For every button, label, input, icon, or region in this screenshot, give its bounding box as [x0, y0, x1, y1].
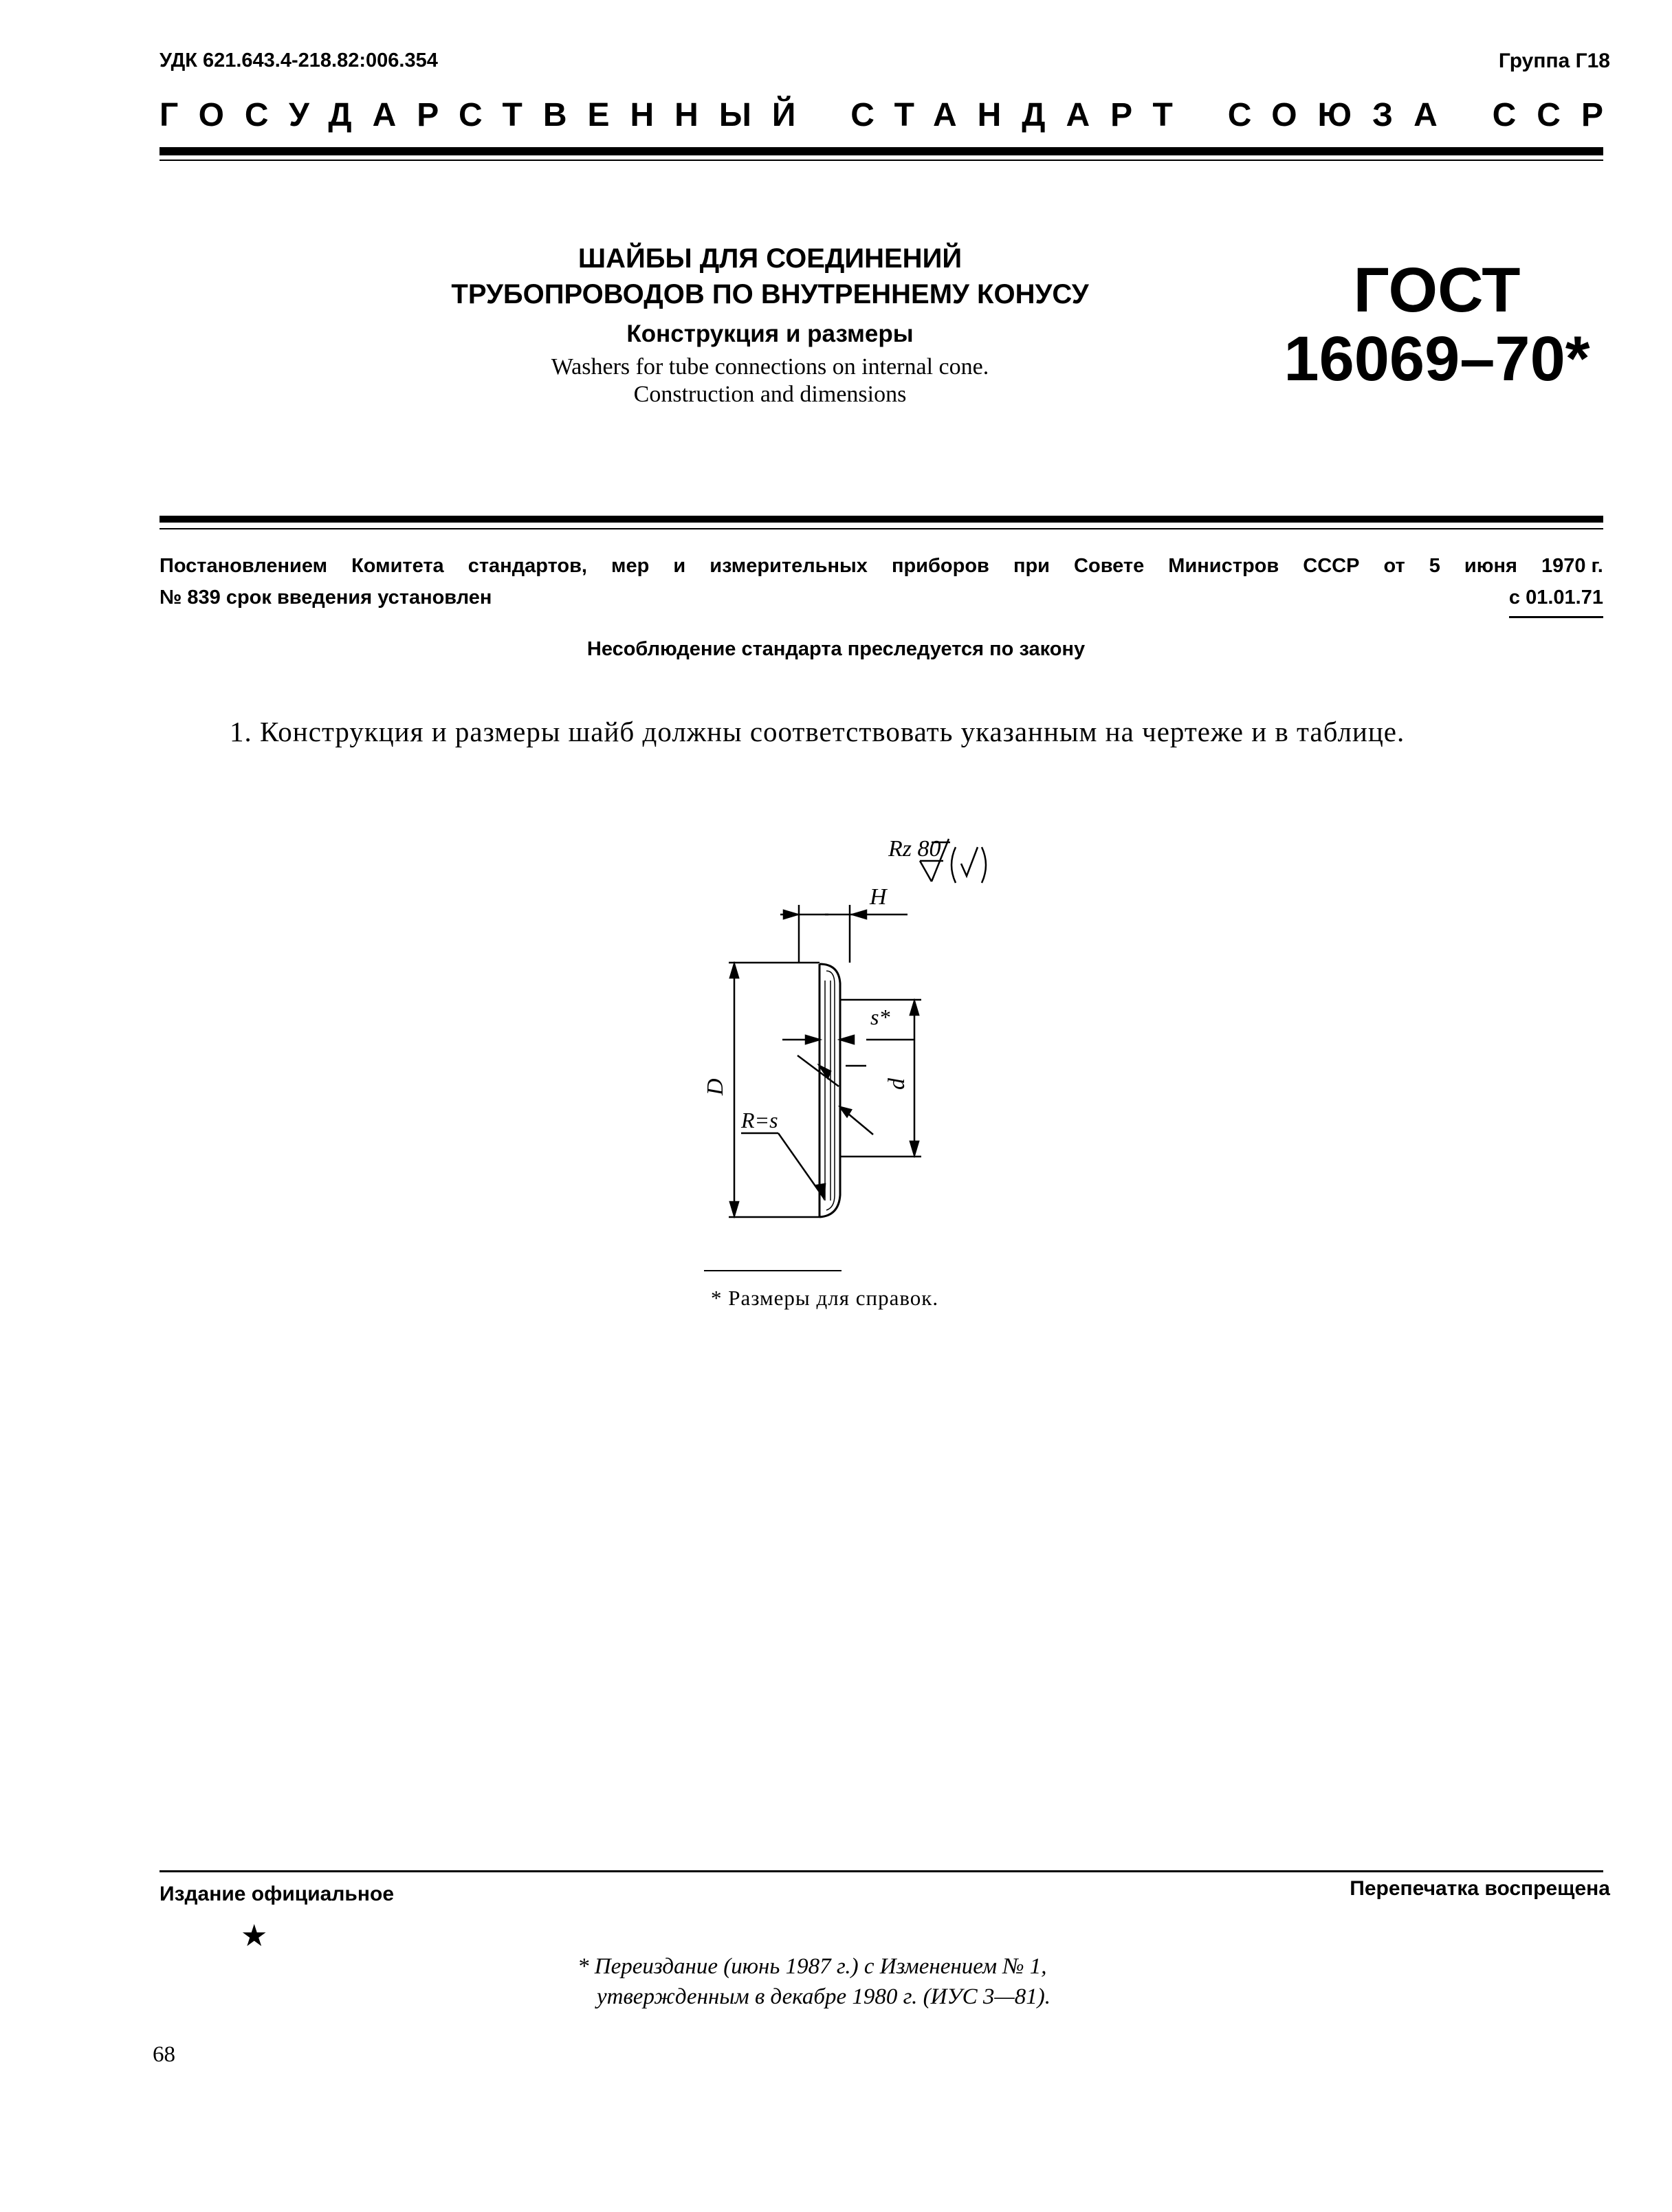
- footer-rule: [160, 1870, 1603, 1872]
- radius-label: R=s: [741, 1108, 778, 1132]
- decree-word: 5: [1429, 555, 1440, 577]
- page-number: 68: [153, 2042, 175, 2067]
- title-rule-thin: [160, 528, 1603, 529]
- document-title-line2: ТРУБОПРОВОДОВ ПО ВНУТРЕННЕМУ КОНУСУ: [451, 279, 1089, 309]
- english-title-line2: Construction and dimensions: [633, 382, 907, 407]
- banner-word: СОЮЗА: [1227, 97, 1458, 133]
- star-icon: ★: [241, 1919, 268, 1953]
- document-subtitle: Конструкция и размеры: [626, 320, 914, 347]
- gost-number: 16069–70*: [1284, 324, 1590, 394]
- dimension-d-outer-label: D: [703, 1078, 728, 1095]
- decree-word: Постановлением: [160, 555, 328, 577]
- washer-drawing: [660, 818, 1045, 1245]
- decree-word: приборов: [891, 555, 989, 577]
- decree-word: стандартов,: [468, 555, 587, 577]
- state-standard-banner: [160, 96, 1624, 138]
- header-rule-thin: [160, 160, 1603, 161]
- paragraph-1: 1. Конструкция и размеры шайб должны соответствовать указанным на чертеже и в таблице.: [230, 716, 1405, 747]
- reissue-line1: * Переиздание (июнь 1987 г.) с Изменением № 1,: [578, 1954, 1047, 1979]
- decree-word: Министров: [1168, 555, 1279, 577]
- decree-word: от: [1383, 555, 1405, 577]
- decree-word: СССР: [1303, 555, 1360, 577]
- english-title-line1: Washers for tube connections on internal cone.: [551, 354, 989, 380]
- group-code: Группа Г18: [1498, 50, 1610, 72]
- footnote-rule: [704, 1270, 842, 1271]
- decree-word: мер: [611, 555, 650, 577]
- decree-word: при: [1013, 555, 1050, 577]
- document-title-block: [358, 241, 1182, 408]
- roughness-label: Rz 80: [888, 836, 941, 862]
- reissue-line2: утвержденным в декабре 1980 г. (ИУС 3—81).: [597, 1984, 1050, 2009]
- decree-word: 1970 г.: [1541, 555, 1603, 577]
- document-title-line1: ШАЙБЫ ДЛЯ СОЕДИНЕНИЙ: [578, 243, 962, 274]
- decree-word: июня: [1464, 555, 1517, 577]
- decree-word: измерительных: [710, 555, 868, 577]
- banner-word: ССР: [1492, 97, 1624, 133]
- dimension-s-label: s*: [870, 1005, 890, 1029]
- gost-label: ГОСТ: [1353, 255, 1521, 325]
- decree-word: Комитета: [351, 555, 444, 577]
- banner-word: ГОСУДАРСТВЕННЫЙ: [160, 97, 817, 133]
- decree-number: № 839 срок введения установлен: [160, 587, 492, 609]
- official-edition-label: Издание официальное: [160, 1883, 395, 1905]
- legal-notice: Несоблюдение стандарта преследуется по закону: [586, 638, 1086, 660]
- banner-word: СТАНДАРТ: [850, 97, 1194, 133]
- decree-word: Совете: [1074, 555, 1145, 577]
- udk-code: УДК 621.643.4-218.82:006.354: [160, 50, 438, 72]
- reissue-note: [578, 1951, 1196, 2012]
- decree-word: и: [673, 555, 686, 577]
- footnote: * Размеры для справок.: [711, 1286, 939, 1310]
- dimension-d-inner-label: d: [884, 1078, 910, 1090]
- title-rule: [160, 516, 1603, 523]
- gost-designation: [1272, 256, 1602, 393]
- decree-text: [160, 550, 1603, 618]
- reprint-prohibited-label: Перепечатка воспрещена: [1350, 1877, 1610, 1900]
- dimension-h-label: H: [870, 884, 887, 910]
- effective-date: с 01.01.71: [1509, 582, 1603, 618]
- header-rule: [160, 147, 1603, 155]
